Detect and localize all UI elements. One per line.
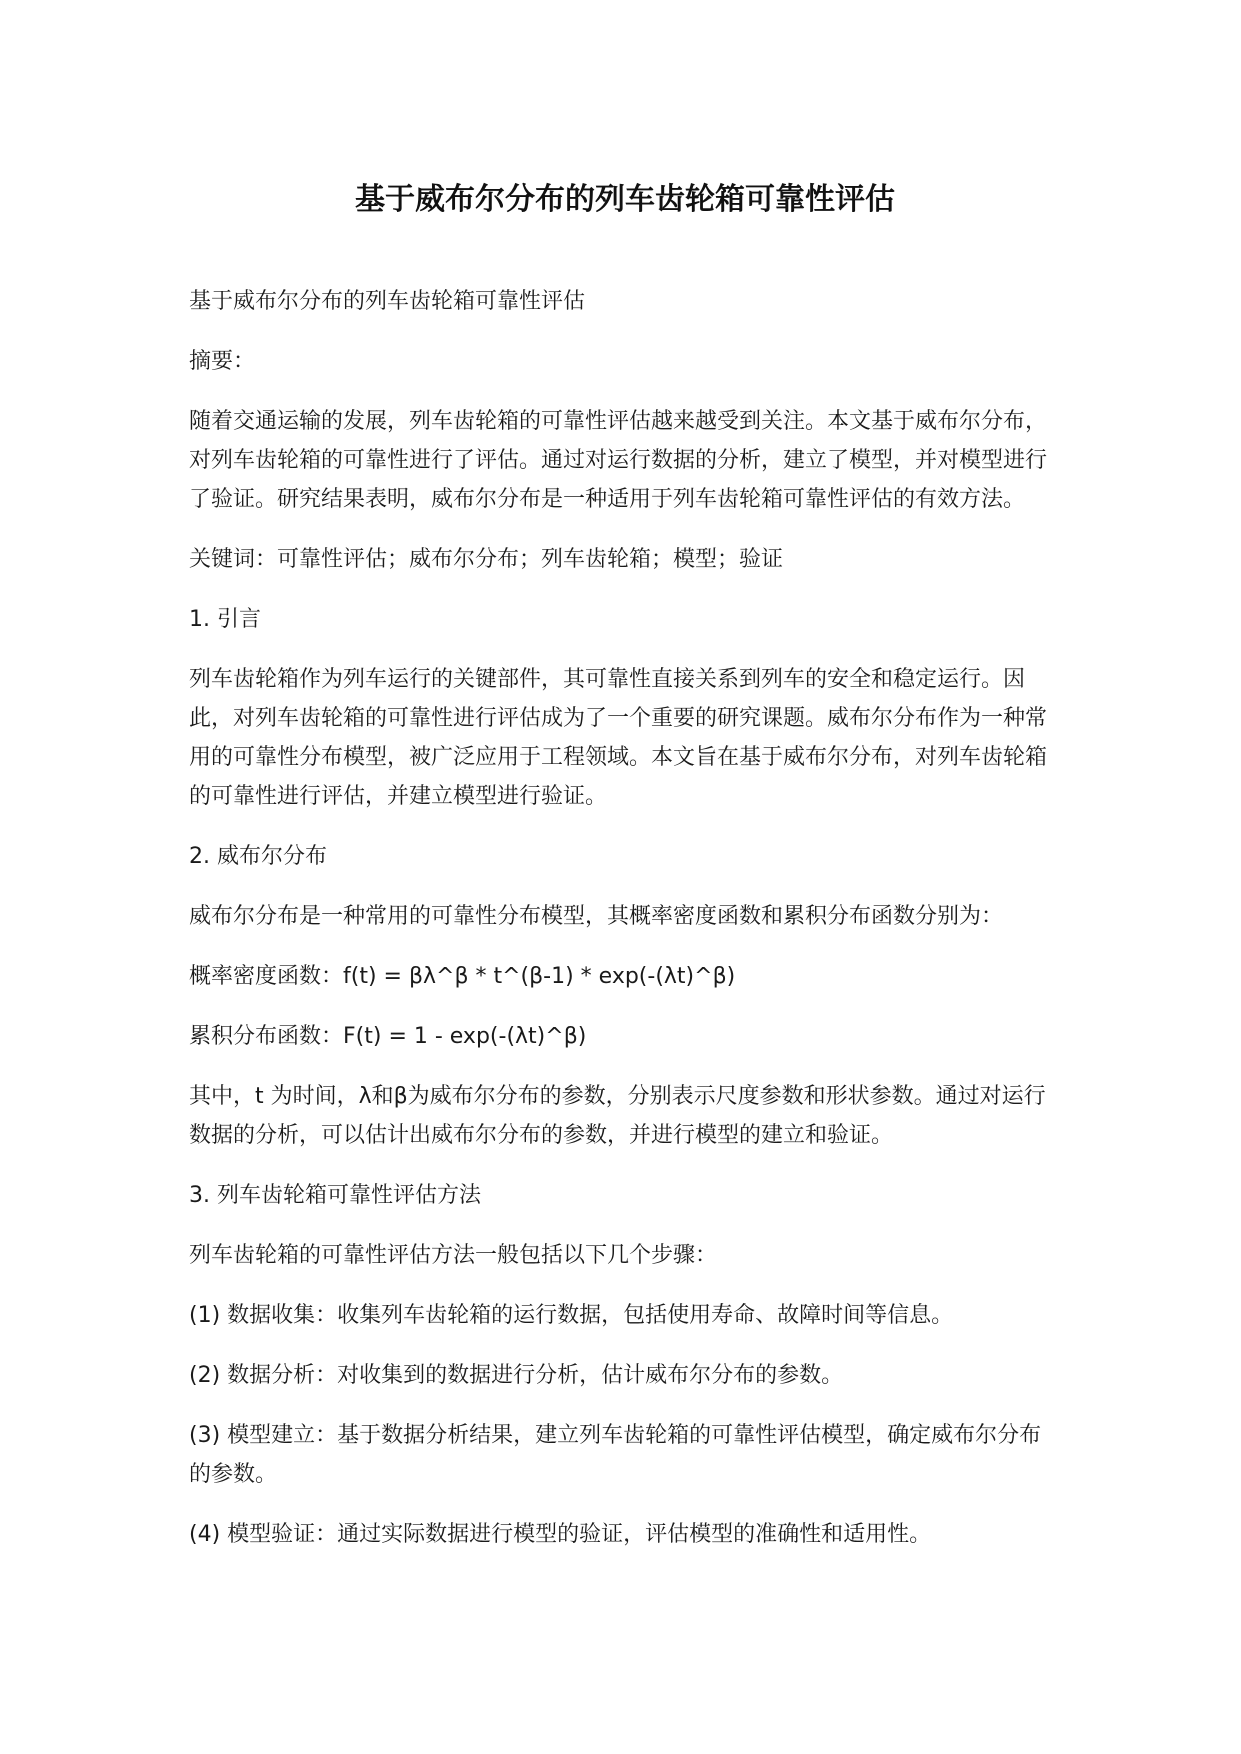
cdf-formula: 累积分布函数：F(t) = 1 - exp(-(λt)^β) bbox=[189, 1024, 587, 1049]
subtitle-line: 基于威布尔分布的列车齿轮箱可靠性评估 bbox=[189, 289, 586, 314]
pdf-formula: 概率密度函数：f(t) = βλ^β * t^(β-1) * exp(-(λt)^β) bbox=[189, 964, 736, 989]
weibull-intro-text: 威布尔分布是一种常用的可靠性分布模型，其概率密度函数和累积分布函数分别为： bbox=[189, 904, 1004, 929]
step-item-1: (1) 数据收集：收集列车齿轮箱的运行数据，包括使用寿命、故障时间等信息。 bbox=[189, 1303, 954, 1328]
abstract-text: 随着交通运输的发展，列车齿轮箱的可靠性评估越来越受到关注。本文基于威布尔分布，对列车齿轮箱的可靠性进行了评估。通过对运行数据的分析，建立了模型，并对模型进行了验证。研究结果表明，威布尔分布是一种适用于列车齿轮箱可靠性评估的有效方法。 bbox=[189, 409, 1048, 512]
section-heading-method: 3. 列车齿轮箱可靠性评估方法 bbox=[189, 1183, 481, 1208]
step-item-3: (3) 模型建立：基于数据分析结果，建立列车齿轮箱的可靠性评估模型，确定威布尔分布的参数。 bbox=[189, 1423, 1042, 1487]
document-page bbox=[189, 0, 1061, 1754]
section-heading-introduction: 1. 引言 bbox=[189, 607, 261, 632]
step-item-4: (4) 模型验证：通过实际数据进行模型的验证，评估模型的准确性和适用性。 bbox=[189, 1522, 932, 1547]
document-body bbox=[189, 282, 1061, 1575]
section-heading-weibull: 2. 威布尔分布 bbox=[189, 844, 327, 869]
keywords-line: 关键词：可靠性评估；威布尔分布；列车齿轮箱；模型；验证 bbox=[189, 547, 784, 572]
abstract-heading: 摘要： bbox=[189, 349, 256, 374]
parameter-explanation: 其中，t 为时间，λ和β为威布尔分布的参数，分别表示尺度参数和形状参数。通过对运行数据的分析，可以估计出威布尔分布的参数，并进行模型的建立和验证。 bbox=[189, 1084, 1046, 1148]
introduction-text: 列车齿轮箱作为列车运行的关键部件，其可靠性直接关系到列车的安全和稳定运行。因此，对列车齿轮箱的可靠性进行评估成为了一个重要的研究课题。威布尔分布作为一种常用的可靠性分布模型，被广泛应用于工程领域。本文旨在基于威布尔分布，对列车齿轮箱的可靠性进行评估，并建立模型进行验证。 bbox=[189, 667, 1048, 809]
step-item-2: (2) 数据分析：对收集到的数据进行分析，估计威布尔分布的参数。 bbox=[189, 1363, 844, 1388]
document-title: 基于威布尔分布的列车齿轮箱可靠性评估 bbox=[355, 182, 895, 217]
method-intro-text: 列车齿轮箱的可靠性评估方法一般包括以下几个步骤： bbox=[189, 1243, 718, 1268]
